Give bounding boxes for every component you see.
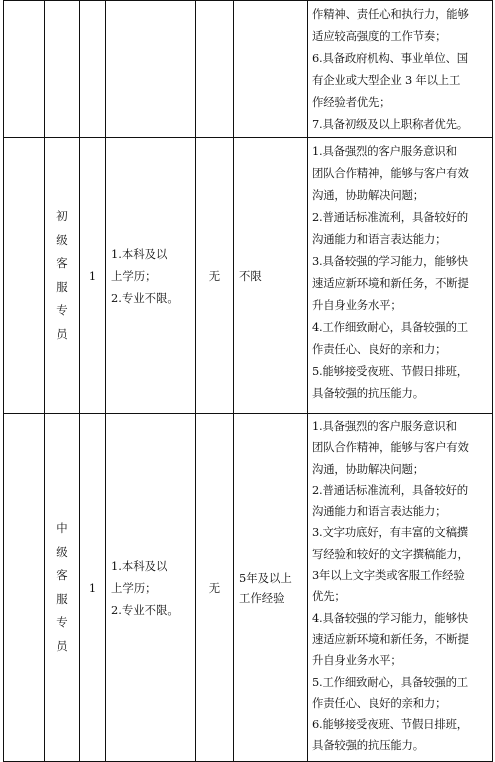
requirement-line: 速适应新环境和新任务，不断提	[312, 276, 469, 290]
blank-cell	[4, 414, 45, 762]
education-line: 2.专业不限。	[111, 290, 179, 305]
table-row	[4, 1, 493, 138]
education-line: 1.本科及以	[111, 558, 168, 573]
requirement-line: 沟通，协助解决问题；	[312, 461, 424, 476]
position-title-char: 专	[56, 303, 68, 317]
requirement-line: 作经验者优先；	[312, 95, 391, 109]
experience-cell	[234, 414, 308, 762]
experience-line: 工作经验	[239, 590, 285, 605]
position-title-char: 级	[56, 544, 68, 559]
requirement-line: 4.具备较强的学习能力，能够快	[312, 610, 468, 625]
requirement-line: 作精神、责任心和执行力，能够	[312, 7, 469, 21]
requirement-line: 升自身业务水平；	[312, 653, 402, 668]
requirement-line: 6.能够接受夜班、节假日排班，	[312, 717, 468, 732]
position-title-char: 专	[56, 615, 68, 629]
experience-cell	[234, 138, 308, 414]
requirement-line: 沟通能力和语言表达能力；	[312, 232, 447, 246]
education-line: 上学历；	[111, 580, 157, 595]
requirement-line: 6.具备政府机构、事业单位、国	[312, 51, 468, 65]
requirement-line: 5.能够接受夜班、节假日排班，	[312, 364, 468, 378]
requirement-line: 速适应新环境和新任务，不断提	[312, 631, 469, 646]
position-title-char: 初	[56, 209, 68, 223]
blank-cell	[4, 1, 45, 138]
requirement-line: 3年以上文字类或客服工作经验	[312, 568, 465, 583]
position-title-char: 客	[56, 256, 68, 270]
requirement-line: 3.文字功底好，有丰富的文稿撰	[312, 525, 468, 540]
position-title-cell	[45, 1, 80, 138]
requirement-line: 沟通，协助解决问题；	[312, 188, 424, 202]
requirement-line: 3.具备较强的学习能力，能够快	[312, 254, 468, 268]
table-row	[4, 138, 493, 414]
headcount-cell: 1	[80, 138, 106, 414]
requirement-line: 沟通能力和语言表达能力；	[312, 504, 447, 519]
requirements-cell	[308, 1, 493, 138]
major-cell: 无	[196, 414, 234, 762]
table-row	[4, 414, 493, 762]
requirement-line: 写经验和较好的文字撰稿能力，	[312, 546, 469, 561]
job-requirements-table	[3, 0, 493, 762]
major-cell: 无	[196, 138, 234, 414]
requirement-line: 适应较高强度的工作节奏；	[312, 29, 447, 43]
requirement-line: 优先；	[312, 589, 346, 604]
education-cell	[106, 1, 196, 138]
position-title-cell	[45, 414, 80, 762]
education-cell	[106, 138, 196, 414]
requirement-line: 7.具备初级及以上职称者优先。	[312, 117, 468, 131]
requirement-line: 升自身业务水平；	[312, 298, 402, 312]
education-line: 1.本科及以	[111, 246, 168, 261]
position-title-char: 员	[56, 638, 68, 653]
requirement-line: 作责任心、良好的亲和力；	[312, 342, 447, 356]
experience-line: 5年及以上	[239, 570, 292, 585]
requirement-line: 团队合作精神，能够与客户有效	[312, 166, 469, 180]
requirement-line: 有企业或大型企业 3 年以上工	[312, 73, 461, 87]
position-title-char: 客	[56, 568, 68, 582]
position-title-cell	[45, 138, 80, 414]
position-title-char: 级	[56, 232, 68, 247]
position-title-char: 服	[56, 591, 68, 606]
education-cell	[106, 414, 196, 762]
requirement-line: 2.普通话标准流利，具备较好的	[312, 482, 468, 497]
requirement-line: 具备较强的抗压能力。	[312, 386, 424, 400]
position-title-char: 服	[56, 279, 68, 294]
requirement-line: 作责任心、良好的亲和力；	[312, 695, 447, 710]
blank-cell	[4, 138, 45, 414]
requirement-line: 2.普通话标准流利，具备较好的	[312, 210, 468, 224]
headcount-cell	[80, 1, 106, 138]
requirements-cell	[308, 414, 493, 762]
requirement-line: 团队合作精神，能够与客户有效	[312, 440, 469, 455]
education-line: 上学历；	[111, 268, 157, 283]
requirement-line: 具备较强的抗压能力。	[312, 738, 424, 753]
requirements-cell	[308, 138, 493, 414]
position-title-char: 员	[56, 326, 68, 341]
education-line: 2.专业不限。	[111, 602, 179, 617]
requirement-line: 4.工作细致耐心，具备较强的工	[312, 320, 468, 334]
requirement-line: 5.工作细致耐心，具备较强的工	[312, 674, 468, 689]
requirement-line: 1.具备强烈的客户服务意识和	[312, 419, 457, 433]
experience-line: 不限	[239, 268, 262, 283]
headcount-cell: 1	[80, 414, 106, 762]
requirement-line: 1.具备强烈的客户服务意识和	[312, 144, 457, 158]
experience-cell	[234, 1, 308, 138]
position-title-char: 中	[56, 521, 68, 535]
major-cell	[196, 1, 234, 138]
